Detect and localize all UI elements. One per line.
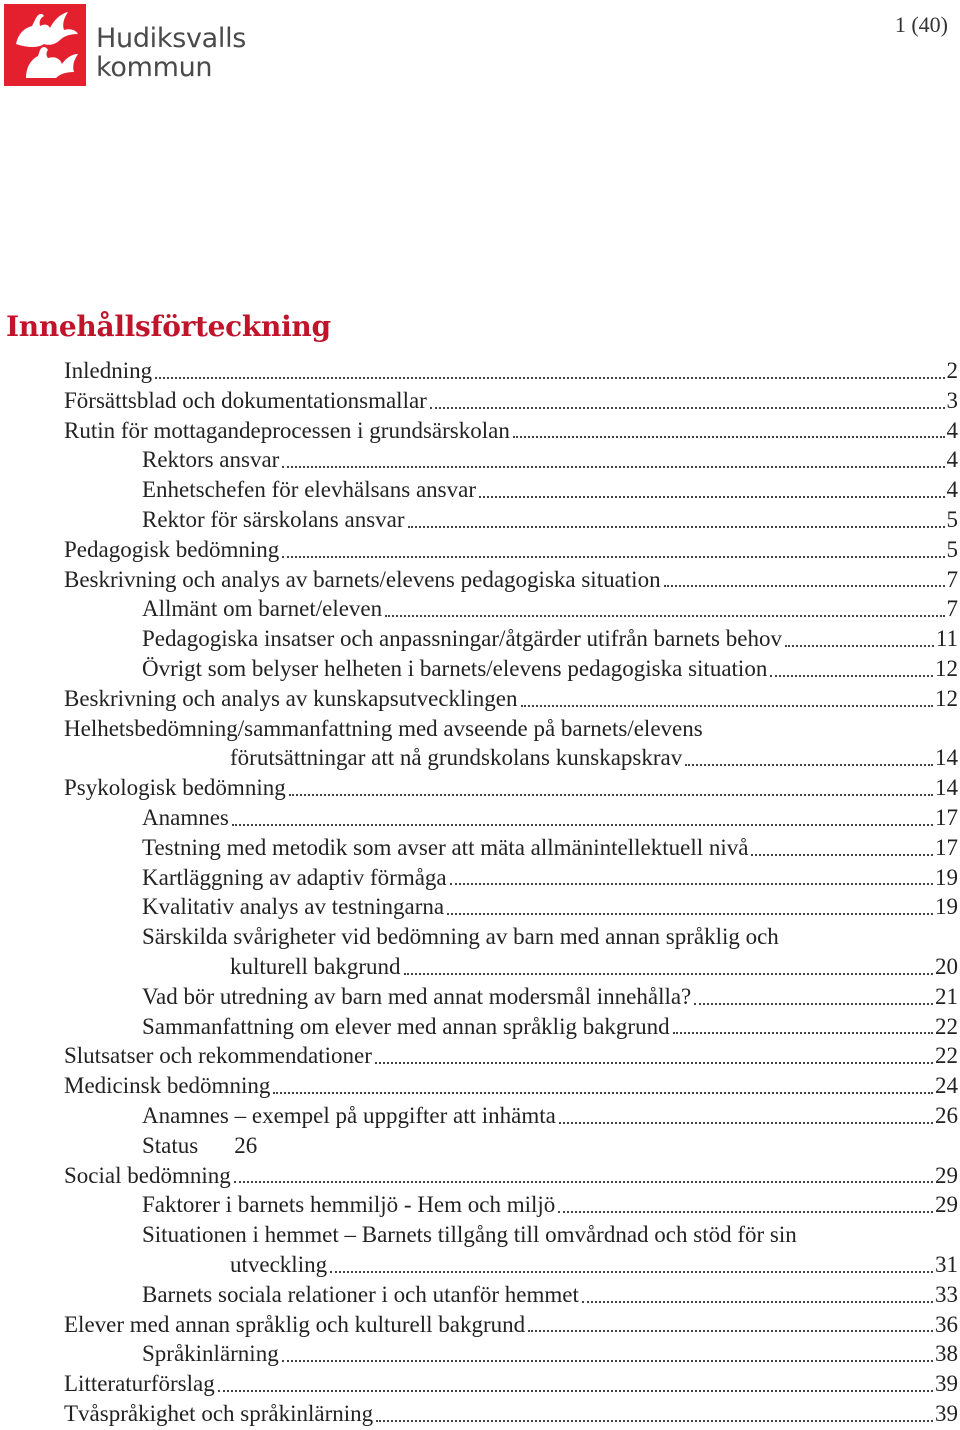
- toc-entry-continuation[interactable]: [0, 743, 960, 773]
- toc-entry-continuation[interactable]: [0, 1250, 960, 1280]
- toc-entry[interactable]: [0, 1071, 960, 1101]
- toc-entry-page: 29: [935, 1162, 958, 1188]
- toc-entry-label: Litteraturförslag: [64, 1371, 215, 1397]
- dot-leader: [785, 645, 934, 647]
- toc-entry-page: 5: [946, 536, 958, 562]
- toc-entry[interactable]: [0, 773, 960, 803]
- toc-entry-label-continued: utveckling: [230, 1251, 328, 1277]
- toc-entry[interactable]: [0, 386, 960, 416]
- toc-entry-page: 36: [935, 1311, 958, 1337]
- toc-entry-label: Rektors ansvar: [142, 447, 280, 473]
- toc-entry-label: Helhetsbedömning/sammanfattning med avseende på barnets/elevens: [64, 715, 703, 741]
- toc-entry[interactable]: [0, 535, 960, 565]
- toc-entry[interactable]: [0, 565, 960, 595]
- toc-entry-page: 17: [935, 834, 958, 860]
- toc-entry-label: Anamnes: [142, 804, 229, 830]
- toc-entry-page: 7: [946, 596, 958, 622]
- dot-leader: [218, 1390, 933, 1392]
- toc-entry[interactable]: [0, 833, 960, 863]
- dot-leader: [234, 1181, 933, 1183]
- toc-entry[interactable]: [0, 416, 960, 446]
- dot-leader: [694, 1003, 933, 1005]
- logo-wordmark: [96, 24, 246, 82]
- toc-entry-page: 12: [935, 655, 958, 681]
- dot-leader: [375, 1062, 933, 1064]
- toc-entry-label: Sammanfattning om elever med annan språklig bakgrund: [142, 1013, 670, 1039]
- toc-entry-label: Rektor för särskolans ansvar: [142, 506, 405, 532]
- toc-entry-label: Vad bör utredning av barn med annat modersmål innehålla?: [142, 983, 692, 1009]
- dot-leader: [513, 436, 945, 438]
- toc-entry[interactable]: [0, 654, 960, 684]
- dot-leader: [282, 1360, 933, 1362]
- toc-entry-page: 19: [935, 864, 958, 890]
- toc-entry-page: 26: [935, 1102, 958, 1128]
- dot-leader: [450, 883, 933, 885]
- toc-entry[interactable]: [0, 1041, 960, 1071]
- dot-leader: [751, 854, 933, 856]
- dot-leader: [376, 1420, 933, 1422]
- dot-leader: [447, 913, 933, 915]
- toc-entry-label: Anamnes – exempel på uppgifter att inhämta: [142, 1102, 556, 1128]
- toc-entry-page: 20: [935, 953, 958, 979]
- toc-entry-page: 19: [935, 894, 958, 920]
- toc-entry-first-line[interactable]: [0, 1220, 960, 1250]
- toc-entry-page: 29: [935, 1192, 958, 1218]
- toc-entry-label: Beskrivning och analys av kunskapsutvecklingen: [64, 685, 518, 711]
- toc-entry[interactable]: [0, 1399, 960, 1429]
- toc-entry[interactable]: [0, 1161, 960, 1191]
- toc-entry-page: 11: [935, 626, 958, 652]
- table-of-contents: [0, 356, 960, 1429]
- toc-entry-label-continued: kulturell bakgrund: [230, 953, 401, 979]
- hudiksvall-kommun-logo: [4, 4, 254, 86]
- toc-entry-page: 4: [946, 447, 958, 473]
- toc-entry-label: Tvåspråkighet och språkinlärning: [64, 1400, 374, 1426]
- toc-entry-label: Status: [142, 1132, 199, 1158]
- toc-entry-label: Testning med metodik som avser att mäta allmänintellektuell nivå: [142, 834, 749, 860]
- toc-entry[interactable]: [0, 982, 960, 1012]
- toc-entry-continuation[interactable]: [0, 952, 960, 982]
- toc-entry-label: Inledning: [64, 358, 153, 383]
- toc-entry-page: 4: [946, 477, 958, 503]
- toc-entry-label: Rutin för mottagandeprocessen i grundsärskolan: [64, 417, 510, 443]
- dot-leader: [685, 764, 933, 766]
- toc-entry-page: 17: [935, 804, 958, 830]
- logo-line-2: kommun: [96, 52, 213, 83]
- toc-entry-label: Medicinsk bedömning: [64, 1073, 271, 1099]
- toc-entry-page: 12: [935, 685, 958, 711]
- toc-entry-label: Beskrivning och analys av barnets/elevens pedagogiska situation: [64, 566, 661, 592]
- toc-entry-page: 2: [946, 358, 958, 383]
- toc-entry-page: 3: [946, 387, 958, 413]
- toc-entry-page: 21: [935, 983, 958, 1009]
- dot-leader: [673, 1032, 933, 1034]
- toc-entry-first-line[interactable]: [0, 922, 960, 952]
- toc-entry[interactable]: [0, 892, 960, 922]
- toc-entry[interactable]: [0, 594, 960, 624]
- toc-entry[interactable]: [0, 863, 960, 893]
- toc-entry-page: 39: [935, 1371, 958, 1397]
- dot-leader: [155, 377, 944, 379]
- toc-entry[interactable]: [0, 475, 960, 505]
- toc-entry-page: 22: [935, 1043, 958, 1069]
- toc-entry[interactable]: [0, 624, 960, 654]
- toc-entry-page: 14: [935, 775, 958, 801]
- toc-entry[interactable]: [0, 1190, 960, 1220]
- toc-entry[interactable]: [0, 1131, 960, 1161]
- toc-entry-page: 4: [946, 417, 958, 443]
- toc-entry-label: Barnets sociala relationer i och utanför hemmet: [142, 1281, 579, 1307]
- toc-entry-page: 22: [935, 1013, 958, 1039]
- toc-entry-page: 14: [935, 745, 958, 771]
- dot-leader: [385, 615, 944, 617]
- dot-leader: [289, 794, 933, 796]
- dot-leader: [330, 1271, 933, 1273]
- dot-leader: [430, 407, 945, 409]
- toc-entry[interactable]: [0, 684, 960, 714]
- toc-entry-label: Psykologisk bedömning: [64, 775, 286, 801]
- toc-entry[interactable]: [0, 1012, 960, 1042]
- dot-leader: [479, 496, 945, 498]
- dot-leader: [232, 824, 933, 826]
- toc-entry[interactable]: [0, 505, 960, 535]
- toc-entry-page: 33: [935, 1281, 958, 1307]
- goat-emblem-icon: [4, 4, 86, 86]
- dot-leader: [282, 556, 944, 558]
- toc-entry[interactable]: [0, 1101, 960, 1131]
- toc-entry-page: 24: [935, 1073, 958, 1099]
- toc-entry-page: 39: [935, 1400, 958, 1426]
- toc-entry-label: Språkinlärning: [142, 1341, 279, 1367]
- toc-entry-label: Kvalitativ analys av testningarna: [142, 894, 445, 920]
- toc-entry-page: 31: [935, 1251, 958, 1277]
- logo-line-1: Hudiksvalls: [96, 23, 247, 54]
- toc-entry-label: Försättsblad och dokumentationsmallar: [64, 387, 427, 413]
- dot-leader: [404, 973, 933, 975]
- toc-entry[interactable]: [0, 1369, 960, 1399]
- toc-entry-label: Social bedömning: [64, 1162, 231, 1188]
- toc-entry-page: 7: [946, 566, 958, 592]
- toc-entry[interactable]: [0, 445, 960, 475]
- dot-leader: [408, 526, 945, 528]
- toc-entry-label: Kartläggning av adaptiv förmåga: [142, 864, 447, 890]
- toc-entry-label: Slutsatser och rekommendationer: [64, 1043, 372, 1069]
- dot-leader: [273, 1092, 933, 1094]
- toc-entry-first-line[interactable]: [0, 714, 960, 744]
- toc-entry-label: Situationen i hemmet – Barnets tillgång till omvårdnad och stöd för sin: [142, 1222, 797, 1248]
- page-number: 1 (40): [894, 12, 948, 37]
- toc-entry-page: 5: [946, 506, 958, 532]
- toc-entry-page: 26: [234, 1132, 258, 1158]
- toc-entry-label: Elever med annan språklig och kulturell bakgrund: [64, 1311, 526, 1337]
- toc-entry-label: Övrigt som belyser helheten i barnets/elevens pedagogiska situation: [142, 655, 768, 681]
- toc-entry[interactable]: [0, 356, 960, 386]
- toc-entry-label: Faktorer i barnets hemmiljö - Hem och miljö: [142, 1192, 556, 1218]
- toc-entry-label: Allmänt om barnet/eleven: [142, 596, 383, 622]
- toc-entry-page: 38: [935, 1341, 958, 1367]
- dot-leader: [582, 1301, 933, 1303]
- dot-leader: [521, 705, 933, 707]
- toc-entry-label: Pedagogiska insatser och anpassningar/åtgärder utifrån barnets behov: [142, 626, 782, 652]
- toc-entry-label: Enhetschefen för elevhälsans ansvar: [142, 477, 476, 503]
- toc-title: Innehållsförteckning: [6, 310, 331, 343]
- toc-entry[interactable]: [0, 1310, 960, 1340]
- dot-leader: [528, 1330, 933, 1332]
- toc-entry[interactable]: [0, 1339, 960, 1369]
- toc-entry[interactable]: [0, 1280, 960, 1310]
- dot-leader: [282, 466, 944, 468]
- dot-leader: [770, 675, 933, 677]
- dot-leader: [664, 585, 945, 587]
- toc-entry-label: Pedagogisk bedömning: [64, 536, 280, 562]
- dot-leader: [559, 1122, 933, 1124]
- toc-entry-label-continued: förutsättningar att nå grundskolans kunskapskrav: [230, 745, 683, 771]
- toc-entry-label: Särskilda svårigheter vid bedömning av barn med annan språklig och: [142, 924, 779, 950]
- dot-leader: [558, 1211, 933, 1213]
- toc-entry[interactable]: [0, 803, 960, 833]
